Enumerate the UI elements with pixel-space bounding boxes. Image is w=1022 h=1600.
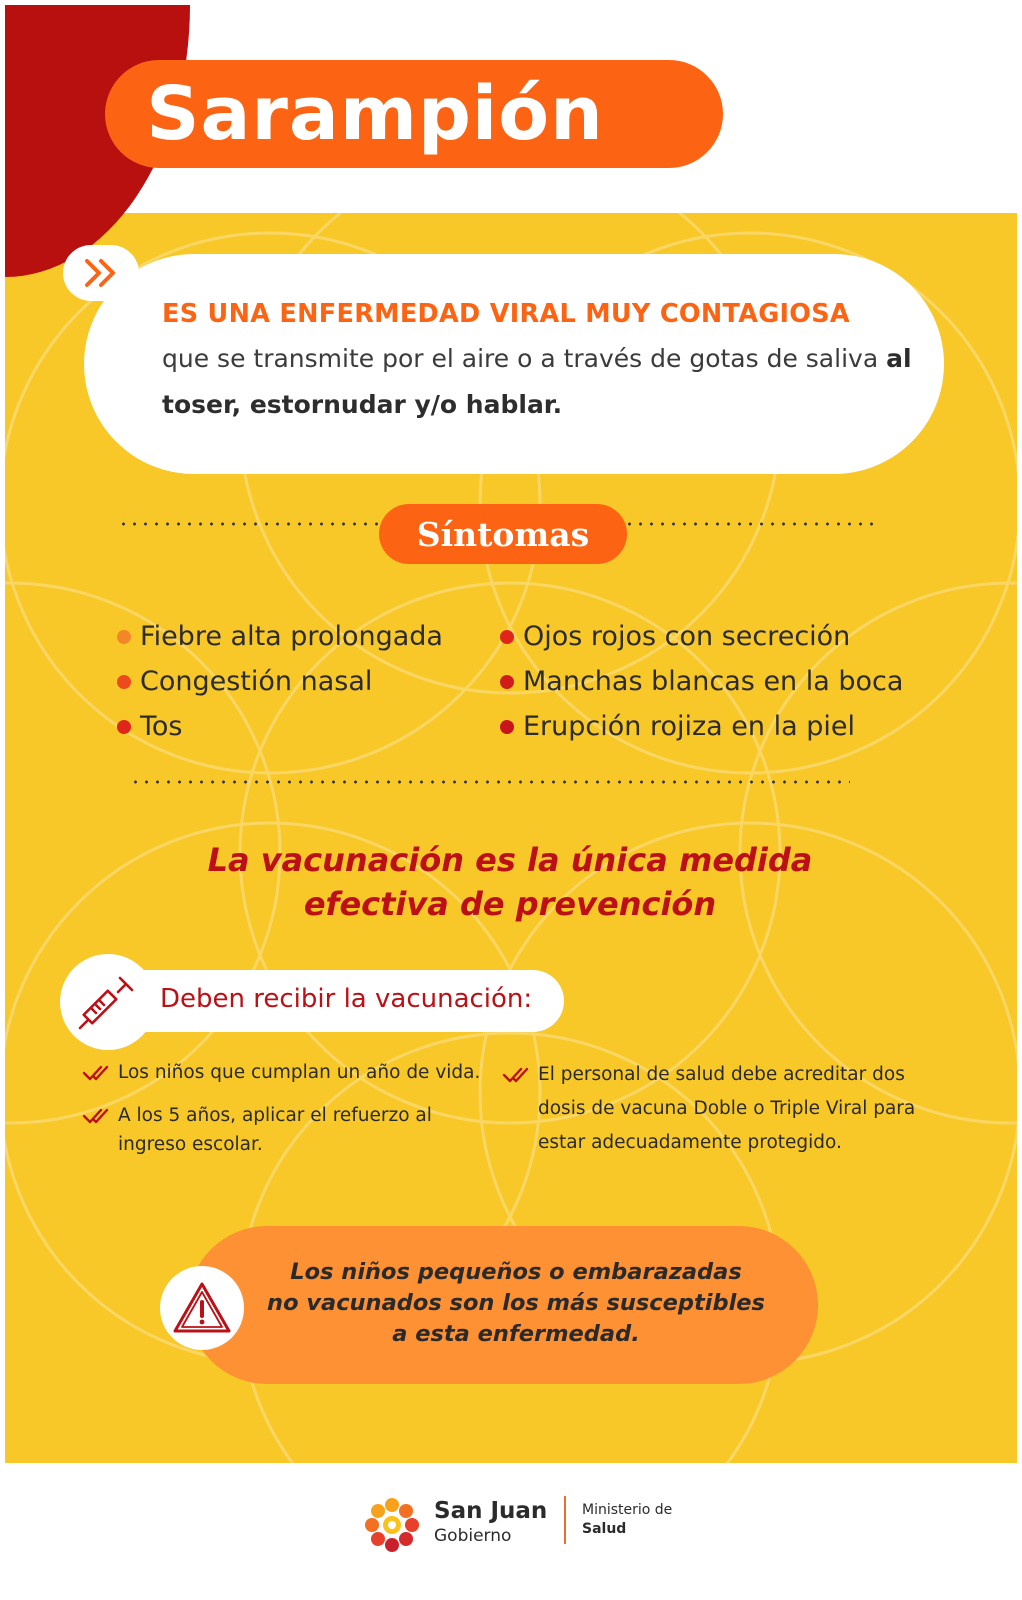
symptom-item [117,659,443,704]
symptom-label: Tos [140,711,183,742]
org-name: San Juan [434,1498,548,1524]
warning-line2: no vacunados son los más susceptibles [267,1290,765,1316]
requirement-text: Los niños que cumplan un año de vida. [118,1062,481,1083]
symptoms-list-right [500,614,903,749]
page-title: Sarampión [146,71,604,157]
vaccination-heading-line1: La vacunación es la única medida [207,841,813,879]
bullet-dot [117,630,131,644]
requirements-list-right [502,1058,932,1174]
requirement-item [502,1058,932,1160]
symptom-label: Erupción rojiza en la piel [523,711,855,742]
dotted-divider-left [118,522,380,526]
san-juan-logo [362,1495,422,1555]
intro-headline: ES UNA ENFERMEDAD VIRAL MUY CONTAGIOSA [162,299,850,329]
ministry-line1: Ministerio de [582,1502,673,1518]
bullet-dot [500,630,514,644]
symptom-item [117,614,443,659]
bullet-dot [117,675,131,689]
bullet-dot [500,675,514,689]
dotted-divider-bottom [130,780,850,784]
org-subtitle: Gobierno [434,1526,512,1546]
intro-body [162,336,922,428]
requirement-item [82,1101,492,1159]
requirement-item [82,1058,492,1087]
warning-line1: Los niños pequeños o embarazadas [290,1259,742,1285]
warning-line3: a esta enfermedad. [392,1321,640,1347]
symptom-item [500,614,903,659]
symptom-label: Fiebre alta prolongada [140,621,443,652]
footer-divider [564,1496,566,1544]
requirement-text: A los 5 años, aplicar el refuerzo al ingreso escolar. [118,1105,432,1155]
warning-text [250,1257,782,1350]
symptoms-heading-pill [379,504,627,564]
symptom-label: Congestión nasal [140,666,373,697]
vaccination-heading-line2: efectiva de prevención [303,885,717,923]
must-receive-label: Deben recibir la vacunación: [160,984,533,1014]
intro-text [162,298,922,428]
syringe-icon [60,954,156,1050]
symptom-item [117,704,443,749]
intro-body-bold: al toser, estornudar y/o hablar. [162,344,912,419]
bullet-dot [117,720,131,734]
symptoms-heading: Síntomas [416,514,590,554]
symptom-label: Ojos rojos con secreción [523,621,851,652]
requirements-list-left [82,1058,492,1173]
double-check-icon [82,1058,110,1087]
double-check-icon [82,1101,110,1130]
symptom-item [500,659,903,704]
symptom-item [500,704,903,749]
footer [0,1470,1022,1600]
ministry-line2: Salud [582,1521,627,1537]
title-banner [105,60,723,168]
warning-icon [160,1266,244,1350]
bullet-dot [500,720,514,734]
vaccination-heading [160,838,860,926]
requirement-text: El personal de salud debe acreditar dos dosis de vacuna Doble o Triple Viral para estar adecuadamente protegido. [538,1064,916,1153]
symptoms-list-left [117,614,443,749]
symptom-label: Manchas blancas en la boca [523,666,904,697]
double-check-icon [502,1058,530,1092]
dotted-divider-right [624,522,874,526]
double-chevron-right-icon [63,245,139,301]
intro-body-plain: que se transmite por el aire o a través de gotas de saliva [162,344,879,373]
